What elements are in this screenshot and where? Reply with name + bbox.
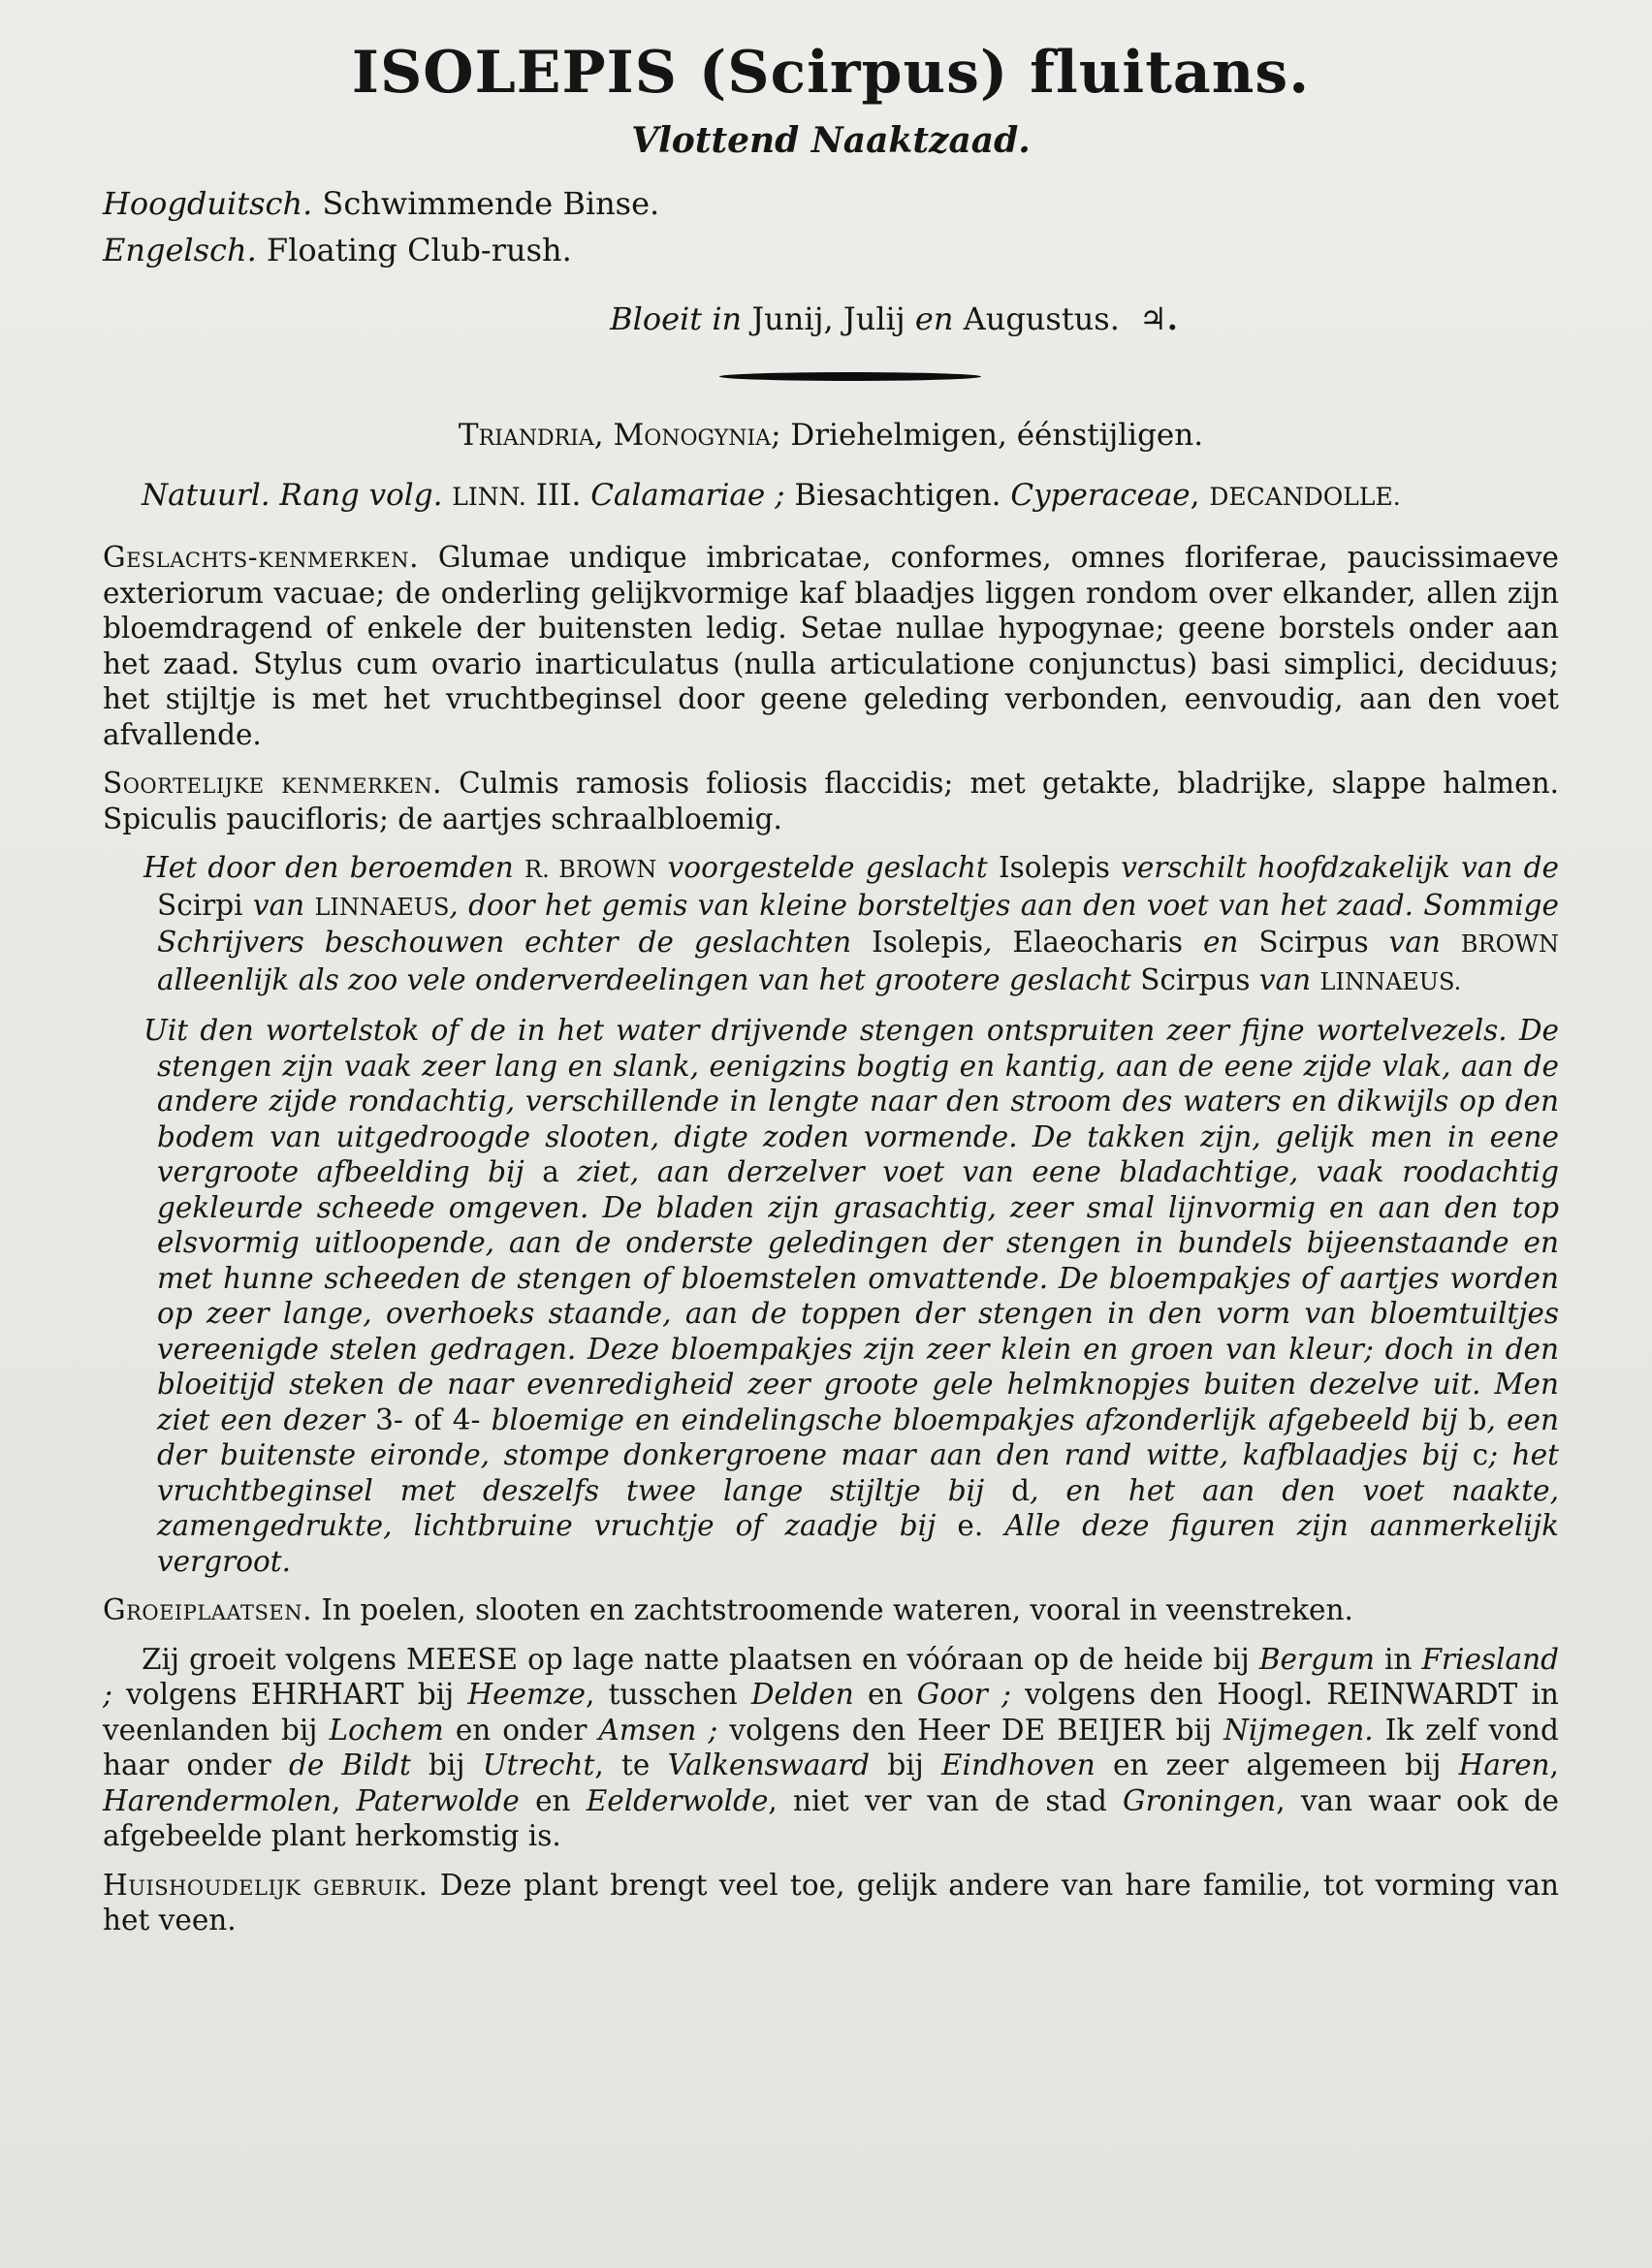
- brown-note: [103, 850, 1559, 999]
- author: DECANDOLLE.: [1209, 483, 1401, 511]
- t: bij: [429, 1748, 465, 1781]
- t: in: [1383, 1642, 1413, 1676]
- species-characters: [103, 766, 1559, 836]
- divider-rule: [719, 372, 981, 381]
- class-name: Triandria: [458, 418, 594, 453]
- place: Eindhoven: [941, 1748, 1096, 1781]
- count: 3- of 4-: [375, 1402, 481, 1436]
- author: MEESE: [406, 1642, 519, 1676]
- localities: [103, 1642, 1559, 1854]
- t: van: [1258, 962, 1312, 996]
- order-dutch: Biesachtigen.: [794, 478, 1001, 513]
- section-heading: Soortelijke kenmerken.: [103, 767, 443, 800]
- genus: Elaeocharis: [1012, 926, 1183, 959]
- t: , tusschen: [586, 1678, 738, 1711]
- section-heading: Huishoudelijk gebruik.: [103, 1868, 429, 1902]
- class-name: Monogynia: [613, 418, 772, 453]
- family-name: Cyperaceae: [1010, 478, 1191, 513]
- author: REINWARDT: [1326, 1678, 1518, 1711]
- household-use: [103, 1868, 1559, 1938]
- t: van: [252, 888, 305, 922]
- section-text: Deze plant brengt veel toe, gelijk andere van hare familie, tot vorming van het veen.: [103, 1868, 1559, 1937]
- t: verschilt hoofdzakelijk van de: [1121, 851, 1559, 884]
- place: Utrecht: [482, 1748, 595, 1781]
- lang-label: Hoogduitsch.: [103, 185, 313, 222]
- t: voorgestelde geslacht: [667, 851, 988, 884]
- t: , niet ver van de stad: [768, 1783, 1107, 1817]
- rang-label: Natuurl. Rang volg.: [142, 478, 443, 513]
- fig-ref: c: [1472, 1438, 1489, 1471]
- vernacular-names: [103, 180, 1559, 273]
- place: Bergum: [1258, 1642, 1375, 1676]
- genus: Scirpus: [1258, 926, 1369, 959]
- author: DE BEIJER: [1001, 1713, 1164, 1747]
- author: LINNAEUS.: [1319, 967, 1462, 995]
- t: , van waar ook de afgebeelde plant herkomstig is.: [103, 1783, 1559, 1852]
- author: R. BROWN: [524, 856, 657, 883]
- t: volgens den Heer: [729, 1713, 990, 1747]
- t: en: [867, 1678, 904, 1711]
- section-text: Glumae undique imbricatae, conformes, omnes floriferae, paucissimaeve exteriorum vacuae; de onderling gelijkvormige kaf blaadjes liggen rondom over elkander, allen zijn bloemdragend of enkele der buitensten ledig. Setae nullae hypogynae; geene borstels onder aan het zaad. Stylus cum ovario inarticulatus (nulla articulatione conjunctus) basi simplici, deciduus; het stijltje is met het vruchtbeginsel door geene geleding verbonden, eenvoudig, aan den voet afvallende.: [103, 541, 1559, 751]
- t: en: [1202, 926, 1239, 959]
- page-subtitle: Vlottend Naaktzaad.: [631, 120, 1031, 161]
- t: , en het aan den voet naakte, zamengedrukte, lichtbruine vruchtje of zaadje bij: [157, 1473, 1559, 1542]
- lang-label: Engelsch.: [103, 232, 257, 268]
- t: bloemige en eindelingsche bloempakjes afzonderlijk afgebeeld bij: [491, 1402, 1458, 1436]
- place: Delden: [750, 1678, 854, 1711]
- t: Alle deze figuren zijn aanmerkelijk vergroot.: [157, 1509, 1559, 1578]
- place: Friesland ;: [103, 1642, 1559, 1711]
- t: van: [1388, 926, 1441, 959]
- t: bij: [1175, 1713, 1213, 1747]
- sep: ,: [823, 300, 834, 337]
- t: volgens den Hoogl.: [1025, 1678, 1314, 1711]
- t: en zeer algemeen bij: [1113, 1748, 1442, 1781]
- month: Augustus.: [963, 300, 1120, 337]
- author: BROWN: [1460, 930, 1559, 958]
- genus-characters: [103, 540, 1559, 752]
- lang-name: Floating Club-rush.: [266, 232, 572, 268]
- divider: [103, 366, 1559, 385]
- sep: ,: [1190, 478, 1200, 513]
- t: in veenlanden bij: [103, 1678, 1559, 1747]
- section-text: In poelen, slooten en zachtstroomende wateren, vooral in veenstreken.: [321, 1593, 1353, 1626]
- t: volgens: [126, 1678, 238, 1711]
- place: Harendermolen: [103, 1783, 332, 1817]
- perennial-symbol: ♃.: [1139, 300, 1178, 337]
- place: de Bildt: [288, 1748, 411, 1781]
- page-title: ISOLEPIS (Scirpus) fluitans.: [351, 39, 1311, 107]
- place: Paterwolde: [356, 1783, 520, 1817]
- flowering-label: Bloeit in: [610, 300, 743, 337]
- section-heading: Groeiplaatsen.: [103, 1593, 312, 1626]
- t: , een der buitenste eironde, stompe donkergroene maar aan den rand witte, kafblaadjes bij: [157, 1402, 1559, 1471]
- t: ,: [1549, 1748, 1559, 1781]
- t: Uit den wortelstok of de in het water drijvende stengen ontspruiten zeer fijne wortelvezels. De stengen zijn vaak zeer lang en slank, eenigzins bogtig en kantig, aan de eene zijde vlak, aan de andere zijde rondachtig, verschillende in lengte naar den stroom des waters en dikwijls op den bodem van uitgedroogde slooten, digte zoden vormende. De takken zijn, gelijk men in eene vergroote afbeelding bij: [143, 1014, 1559, 1188]
- t: ,: [331, 1783, 341, 1817]
- place: Valkenswaard: [667, 1748, 871, 1781]
- t: en onder: [455, 1713, 588, 1747]
- t: Zij groeit volgens: [142, 1642, 397, 1676]
- fig-ref: e.: [957, 1509, 984, 1542]
- place: Amsen ;: [598, 1713, 718, 1747]
- author: EHRHART: [250, 1678, 404, 1711]
- genus: Isolepis: [998, 851, 1110, 884]
- t: , te: [594, 1748, 651, 1781]
- place: Eelderwolde: [586, 1783, 769, 1817]
- natural-order-line: [142, 478, 1559, 513]
- flowering-line: [103, 300, 1559, 337]
- t: ,: [983, 926, 993, 959]
- genus: Scirpi: [157, 888, 243, 922]
- fig-ref: b: [1468, 1402, 1487, 1436]
- place: Heemze: [467, 1678, 587, 1711]
- vernacular-english: [103, 227, 1559, 273]
- classification-line: [103, 418, 1559, 453]
- conj: en: [914, 300, 954, 337]
- t: Ik zelf vond haar onder: [103, 1713, 1559, 1781]
- place: Haren: [1458, 1748, 1550, 1781]
- order-name: Calamariae ;: [590, 478, 785, 513]
- genus: Scirpus: [1140, 962, 1251, 996]
- author: LINNAEUS: [314, 893, 450, 921]
- class-rest: ; Driehelmigen, éénstijligen.: [771, 418, 1204, 453]
- month: Julij: [842, 300, 905, 337]
- place: Groningen: [1123, 1783, 1277, 1817]
- sep: ,: [593, 418, 604, 453]
- t: ; het vruchtbeginsel met deszelfs twee lange stijltje bij: [157, 1438, 1559, 1507]
- genus: Isolepis: [872, 926, 984, 959]
- description: [103, 1013, 1559, 1579]
- fig-ref: d: [1011, 1473, 1031, 1507]
- t: op lage natte plaatsen en vóóraan op de heide bij: [527, 1642, 1250, 1676]
- lang-name: Schwimmende Binse.: [322, 185, 660, 222]
- t: Het door den beroemden: [143, 851, 514, 884]
- author: LINN.: [452, 483, 526, 511]
- place: Goor ;: [916, 1678, 1011, 1711]
- t: , door het gemis van kleine borsteltjes aan den voet van het zaad. Sommige Schrijvers beschouwen echter de geslachten: [157, 888, 1560, 959]
- habitat: [103, 1592, 1559, 1628]
- t: en: [535, 1783, 571, 1817]
- place: Lochem: [329, 1713, 444, 1747]
- section-heading: Geslachts-kenmerken.: [103, 541, 419, 574]
- vernacular-german: [103, 180, 1559, 227]
- t: ziet, aan derzelver voet van eene bladachtige, vaak roodachtig gekleurde scheede omgeven. De bladen zijn grasachtig, zeer smal lijnvormig en aan den top elsvormig uitloopende, aan de onderste geledingen der stengen in bundels bijeenstaande en met hunne scheeden de stengen of bloemstelen omvattende. De bloempakjes of aartjes worden op zeer lange, overhoeks staande, aan de toppen der stengen in den vorm van bloemtuiltjes vereenigde stelen gedragen. Deze bloempakjes zijn zeer klein en groen van kleur; doch in den bloeitijd steken de naar evenredigheid zeer groote gele helmknopjes buiten dezelve uit. Men ziet een dezer: [157, 1155, 1559, 1436]
- place: Nijmegen.: [1223, 1713, 1374, 1747]
- t: bij: [417, 1678, 455, 1711]
- fig-ref: a: [542, 1155, 559, 1188]
- t: alleenlijk als zoo vele onderverdeelingen van het grootere geslacht: [157, 962, 1131, 996]
- t: bij: [887, 1748, 924, 1781]
- section-text: Culmis ramosis foliosis flaccidis; met getakte, bladrijke, slappe halmen. Spiculis paucifloris; de aartjes schraalbloemig.: [103, 767, 1559, 835]
- rang-num: III.: [535, 478, 582, 513]
- month: Junij: [751, 300, 824, 337]
